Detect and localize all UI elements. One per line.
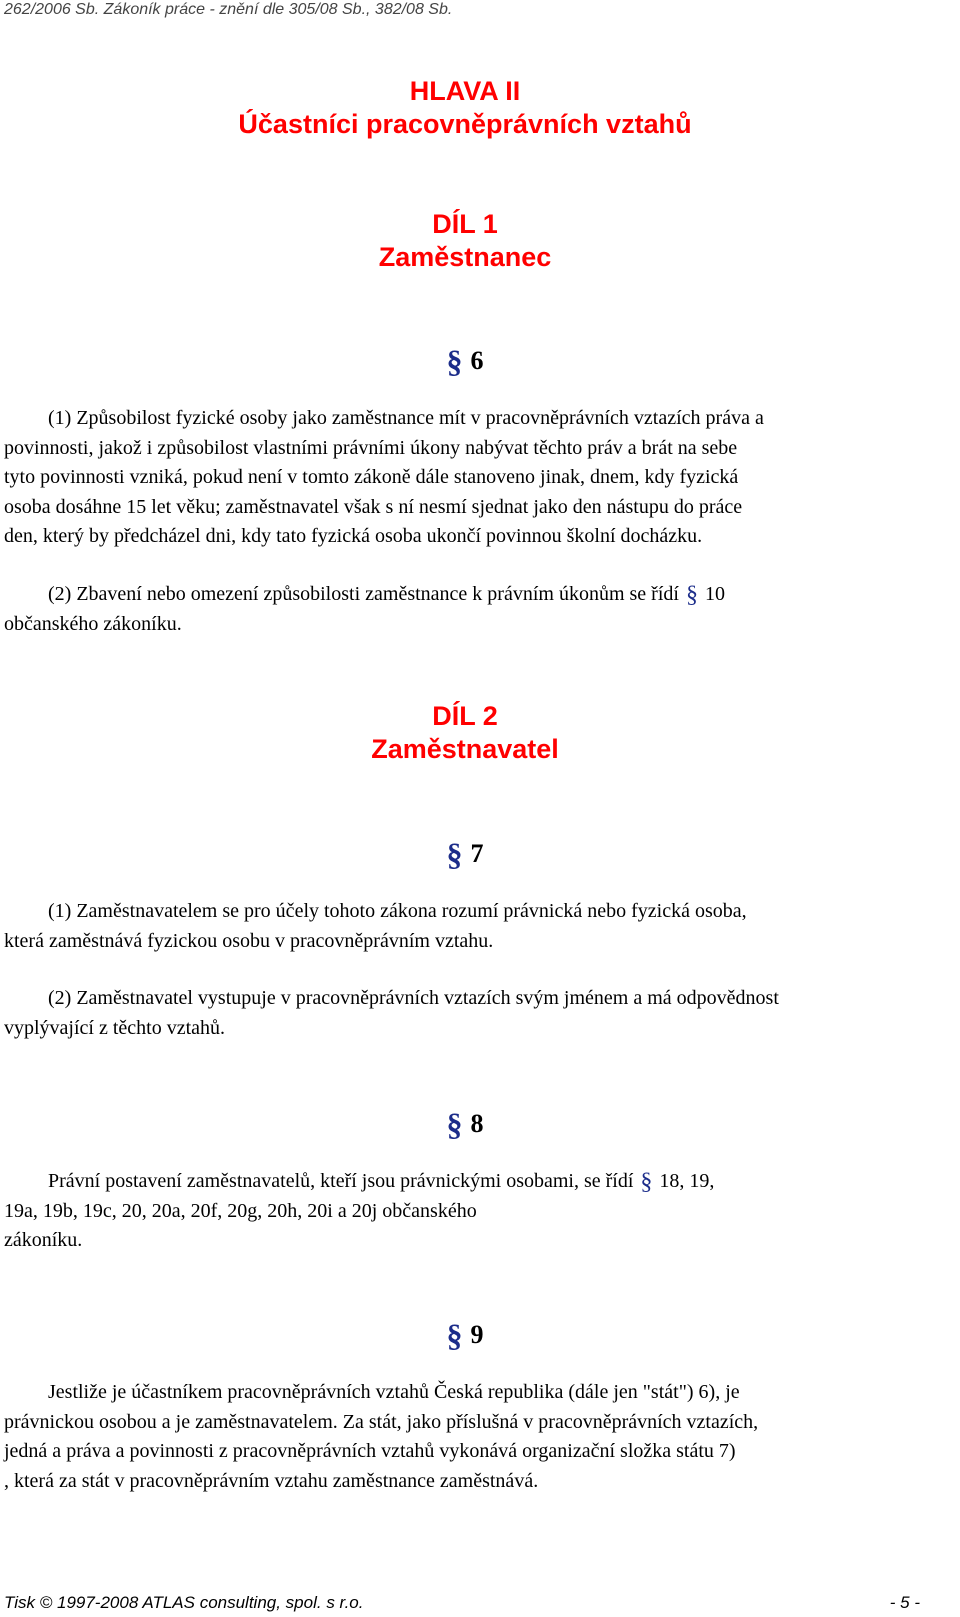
chapter-title: Účastníci pracovněprávních vztahů xyxy=(238,109,692,139)
part-2-title: Zaměstnavatel xyxy=(371,734,559,764)
part-1-title: Zaměstnanec xyxy=(378,242,552,272)
section-sign-icon: § xyxy=(446,1106,463,1142)
text-segment: 10 xyxy=(704,583,725,605)
text-line: právnickou osobou a je zaměstnavatelem. Za stát, jako příslušná v pracovněprávních vztazích, xyxy=(4,1410,759,1433)
text-line: (1) Způsobilost fyzické osoby jako zaměstnance mít v pracovněprávních vztazích práva a xyxy=(48,407,764,429)
text-line: zákoníku. xyxy=(4,1229,83,1251)
text-line: Jestliže je účastníkem pracovněprávních vztahů Česká republika (dále jen "stát") 6), je xyxy=(48,1381,740,1403)
footer-copyright: Tisk © 1997-2008 ATLAS consulting, spol. s r.o. xyxy=(4,1593,364,1612)
text-line: jedná a práva a povinnosti z pracovněprávních vztahů vykonává organizační složka státu 7) xyxy=(4,1440,736,1462)
section-8-heading xyxy=(0,1106,930,1142)
section-sign-icon: § xyxy=(446,343,463,379)
part-1-number: DÍL 1 xyxy=(432,209,498,239)
text-segment: Právní postavení zaměstnavatelů, kteří jsou právnickými osobami, se řídí xyxy=(48,1170,634,1192)
page-number: - 5 - xyxy=(889,1593,920,1612)
chapter-number: HLAVA II xyxy=(409,76,521,106)
section-8-number: 8 xyxy=(470,1109,484,1138)
part-2-heading xyxy=(0,700,930,766)
text-line: vyplývající z těchto vztahů. xyxy=(4,1016,226,1039)
section-6-paragraph-2 xyxy=(4,579,934,639)
part-2-number: DÍL 2 xyxy=(432,701,498,731)
running-header: 262/2006 Sb. Zákoník práce - znění dle 305/08 Sb., 382/08 Sb. xyxy=(4,1,453,18)
section-6-paragraph-1 xyxy=(4,404,934,552)
section-sign-icon: § xyxy=(685,582,698,608)
section-sign-icon: § xyxy=(446,1317,463,1353)
section-9-paragraph xyxy=(4,1378,934,1496)
text-line xyxy=(4,1166,934,1197)
text-segment: (2) Zbavení nebo omezení způsobilosti zaměstnance k právním úkonům se řídí xyxy=(48,583,679,605)
section-6-heading xyxy=(0,343,930,379)
text-line: tyto povinnosti vzniká, pokud není v tomto zákoně dále stanoveno jinak, dnem, kdy fyzická xyxy=(4,466,739,488)
section-7-heading xyxy=(0,836,930,872)
section-9-heading xyxy=(0,1317,930,1353)
text-line: občanského zákoníku. xyxy=(4,612,182,635)
section-7-number: 7 xyxy=(470,839,484,868)
section-sign-icon: § xyxy=(446,836,463,872)
part-1-heading xyxy=(0,208,930,274)
text-line: 19a, 19b, 19c, 20, 20a, 20f, 20g, 20h, 20i a 20j občanského xyxy=(4,1199,477,1222)
section-9-number: 9 xyxy=(470,1320,484,1349)
section-8-paragraph xyxy=(4,1166,934,1256)
text-line: osoba dosáhne 15 let věku; zaměstnavatel však s ní nesmí sjednat jako den nástupu do práce xyxy=(4,495,743,518)
text-line: den, který by předcházel dni, kdy tato fyzická osoba ukončí povinnou školní docházku. xyxy=(4,525,703,547)
section-sign-icon: § xyxy=(640,1169,653,1195)
section-6-number: 6 xyxy=(470,346,484,375)
section-7-paragraph-2 xyxy=(4,984,934,1043)
chapter-heading xyxy=(0,75,930,141)
text-segment: 18, 19, xyxy=(659,1170,715,1192)
section-7-paragraph-1 xyxy=(4,897,934,956)
text-line: , která za stát v pracovněprávním vztahu zaměstnance zaměstnává. xyxy=(4,1469,539,1492)
text-line: (1) Zaměstnavatelem se pro účely tohoto zákona rozumí právnická nebo fyzická osoba, xyxy=(48,900,747,922)
text-line: povinnosti, jakož i způsobilost vlastními právními úkony nabývat těchto práv a brát na sebe xyxy=(4,436,738,459)
text-line xyxy=(4,579,934,610)
text-line: (2) Zaměstnavatel vystupuje v pracovněprávních vztazích svým jménem a má odpovědnost xyxy=(48,987,779,1009)
text-line: která zaměstnává fyzickou osobu v pracovněprávním vztahu. xyxy=(4,929,494,952)
